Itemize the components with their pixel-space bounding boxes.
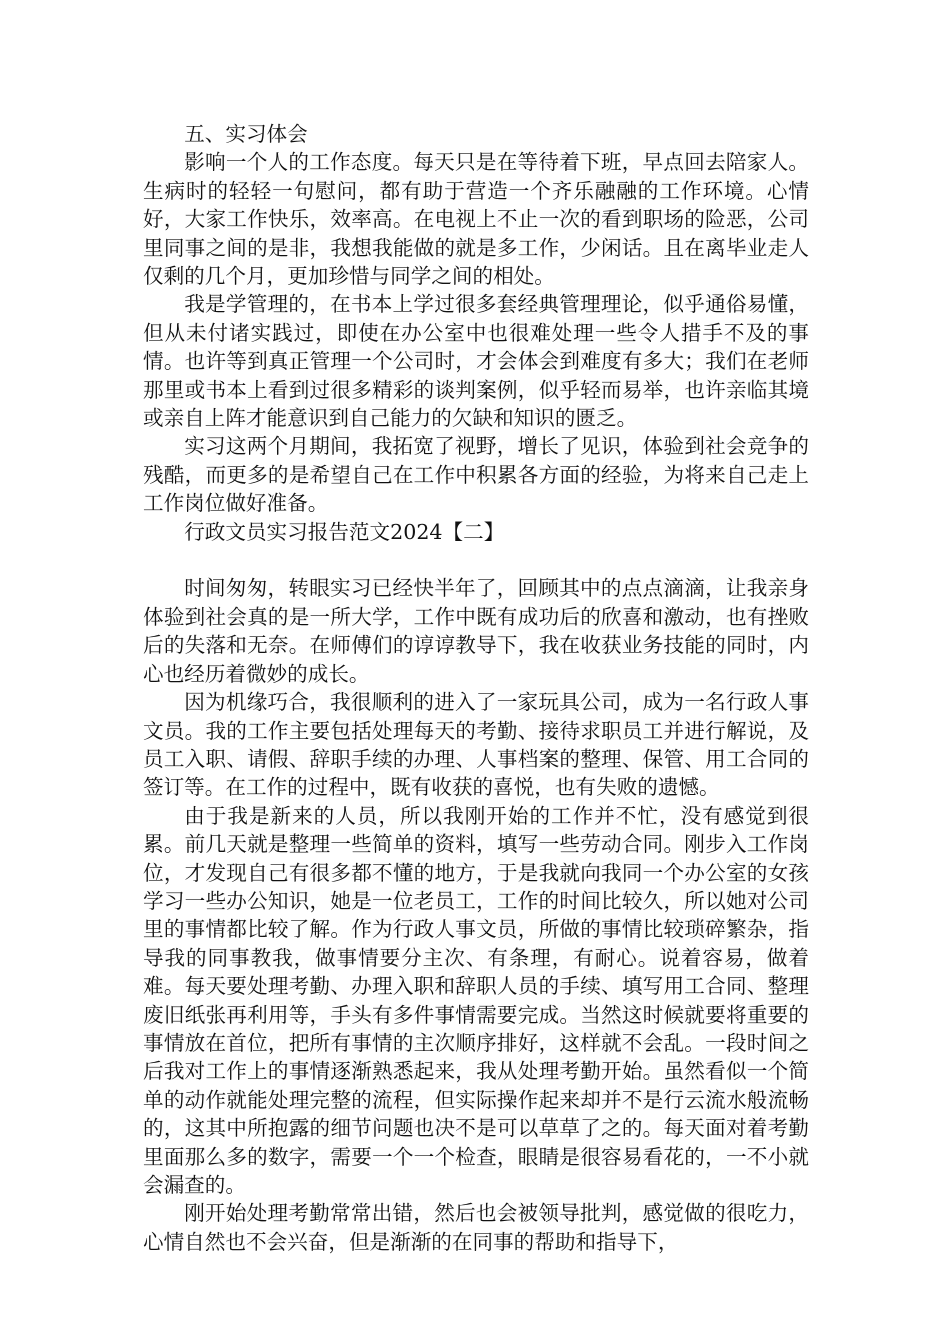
paragraph: 因为机缘巧合，我很顺利的进入了一家玩具公司，成为一名行政人事文员。我的工作主要包括处理每天的考勤、接待求职员工并进行解说，及员工入职、请假、辞职手续的办理、人事档案的整理、保管、用工合同的签订等。在工作的过程中，既有收获的喜悦，也有失败的遗憾。	[143, 690, 809, 800]
paragraph: 影响一个人的工作态度。每天只是在等待着下班，早点回去陪家人。生病时的轻轻一句慰问，都有助于营造一个齐乐融融的工作环境。心情好，大家工作快乐，效率高。在电视上不止一次的看到职场的险恶，公司里同事之间的是非，我想我能做的就是多工作，少闲话。且在离毕业走人仅剩的几个月，更加珍惜与同学之间的相处。	[143, 150, 809, 289]
blank-line	[143, 546, 809, 574]
article-title: 行政文员实习报告范文2024【二】	[184, 519, 505, 544]
paragraph: 实习这两个月期间，我拓宽了视野，增长了见识，体验到社会竞争的残酷，而更多的是希望自己在工作中积累各方面的经验，为将来自己走上工作岗位做好准备。	[143, 434, 809, 516]
section-heading: 五、实习体会	[184, 122, 308, 146]
paragraph: 时间匆匆，转眼实习已经快半年了，回顾其中的点点滴滴，让我亲身体验到社会真的是一所大学，工作中既有成功后的欣喜和激动，也有挫败后的失落和无奈。在师傅们的谆谆教导下，我在收获业务技能的同时，内心也经历着微妙的成长。	[143, 576, 809, 686]
paragraph: 刚开始处理考勤常常出错，然后也会被领导批判，感觉做的很吃力，心情自然也不会兴奋，但是渐渐的在同事的帮助和指导下，	[143, 1201, 809, 1254]
paragraph: 我是学管理的，在书本上学过很多套经典管理理论，似乎通俗易懂，但从未付诸实践过，即使在办公室中也很难处理一些令人措手不及的事情。也许等到真正管理一个公司时，才会体会到难度有多大；我们在老师那里或书本上看到过很多精彩的谈判案例，似乎轻而易举，也许亲临其境或亲自上阵才能意识到自己能力的欠缺和知识的匮乏。	[143, 292, 809, 431]
document-page	[143, 120, 809, 1256]
paragraph: 由于我是新来的人员，所以我刚开始的工作并不忙，没有感觉到很累。前几天就是整理一些简单的资料，填写一些劳动合同。刚步入工作岗位，才发现自己有很多都不懂的地方，于是我就向我同一个办公室的女孩学习一些办公知识，她是一位老员工，工作的时间比较久，所以她对公司里的事情都比较了解。作为行政人事文员，所做的事情比较琐碎繁杂，指导我的同事教我，做事情要分主次、有条理，有耐心。说着容易，做着难。每天要处理考勤、办理入职和辞职人员的手续、填写用工合同、整理废旧纸张再利用等，手头有多件事情需要完成。当然这时候就要将重要的事情放在首位，把所有事情的主次顺序排好，这样就不会乱。一段时间之后我对工作上的事情逐渐熟悉起来，我从处理考勤开始。虽然看似一个简单的动作就能处理完整的流程，但实际操作起来却并不是行云流水般流畅的，这其中所抱露的细节问题也决不是可以草草了之的。每天面对着考勤里面那么多的数字，需要一个一个检查，眼睛是很容易看花的，一不小就会漏查的。	[143, 803, 809, 1198]
